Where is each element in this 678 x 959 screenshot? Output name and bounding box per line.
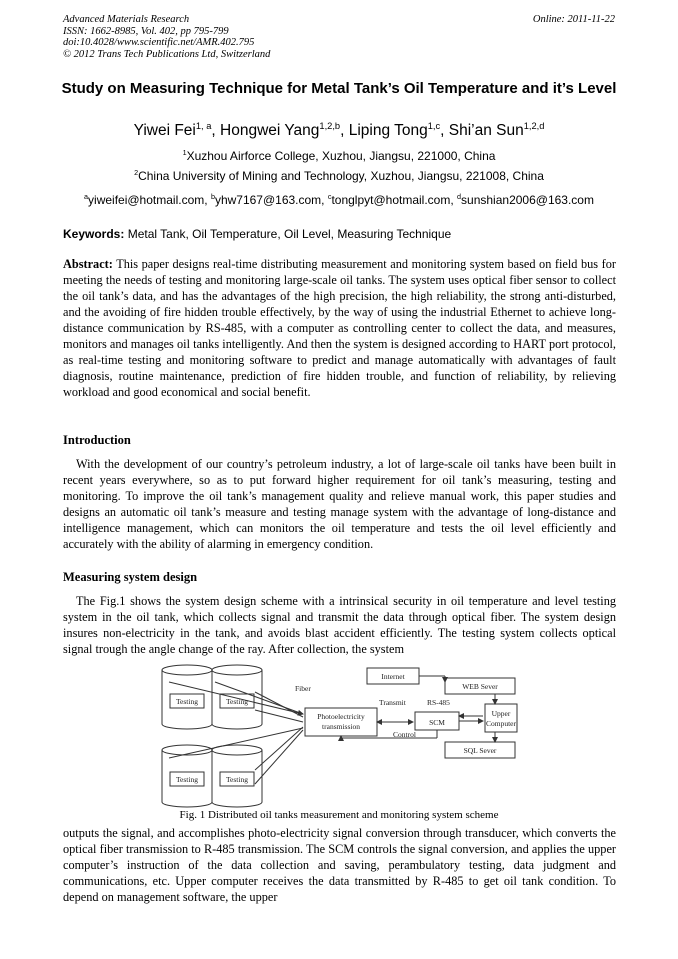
rs485-label: RS-485 <box>427 698 450 707</box>
paper-title: Study on Measuring Technique for Metal Tank’s Oil Temperature and it’s Level <box>61 80 617 97</box>
abstract-text: This paper designs real-time distributing measurement and monitoring system based on field bus for meeting the needs of testing and monitoring large-scale oil tanks. The system uses optical fiber sensor to collect the oil tank’s data, and has the advantages of the high precision, the high reliability, the strong anti-disturbed, and the avoiding of fire hidden trouble effectively, by the way of using the industrial Ethernet to achieve long-distance communication by RS-485, with a computer as controlling center to collect the data, and measures, monitors and manages oil tanks intelligently. And then the system is designed according to HART port protocol, as real-time testing and monitoring software to predict and manage automatically with advantages of fault diagnosis, routine maintenance, prediction of fire hidden trouble, and function of reliability, by relieving workload and good economical and social benefit. <box>63 257 616 399</box>
aff-sup: 1 <box>182 148 187 157</box>
author-sup: 1, a <box>195 120 212 131</box>
internet-label: Internet <box>381 672 405 681</box>
email[interactable]: tonglpyt@hotmail.com, <box>331 193 454 207</box>
copyright: © 2012 Trans Tech Publications Ltd, Switzerland <box>63 48 271 60</box>
author-name: Liping Tong <box>348 122 428 139</box>
email-sup: c <box>327 192 332 201</box>
online-date: Online: 2011-11-22 <box>532 14 615 25</box>
testing-label: Testing <box>226 697 248 706</box>
aff-text: China University of Mining and Technology, Xuzhou, Jiangsu, 221008, China <box>138 169 544 183</box>
email-list <box>40 193 638 207</box>
email[interactable]: yhw7167@163.com, <box>214 193 325 207</box>
testing-label: Testing <box>226 775 248 784</box>
introduction-text: With the development of our country’s petroleum industry, a lot of large-scale oil tanks have been built in recent years everywhere, so as to put forward higher requirement for oil tank’s measuring, testing and monitoring. To improve the oil tank’s management quality and relieve manual work, this paper studies and designs an automatic oil tank’s measure and testing manage system with the advantage of long-distance and intelligence management, which can monitors the oil temperature and tests the oil level efficiently and accurately with the ability of alarming in emergency condition. <box>63 457 616 551</box>
author-sup: 1,c <box>427 120 441 131</box>
affiliation-2 <box>40 169 638 183</box>
email-sup: d <box>457 192 462 201</box>
transmission-label: transmission <box>322 722 360 731</box>
aff-text: Xuzhou Airforce College, Xuzhou, Jiangsu, 221000, China <box>186 149 496 163</box>
system-scheme-figure <box>155 662 520 808</box>
computer-label: Computer <box>486 719 516 728</box>
keywords <box>63 227 615 241</box>
sql-sever-label: SQL Sever <box>463 746 497 755</box>
testing-label: Testing <box>176 775 198 784</box>
doi: doi:10.4028/www.scientific.net/AMR.402.795 <box>63 37 255 48</box>
measuring-heading: Measuring system design <box>63 570 198 584</box>
abstract <box>63 256 616 400</box>
author-sup: 1,2,b <box>319 120 341 131</box>
figure-caption: Fig. 1 Distributed oil tanks measurement and monitoring system scheme <box>179 809 499 821</box>
aff-sup: 2 <box>134 168 139 177</box>
issn: ISSN: 1662-8985, Vol. 402, pp 795-799 <box>63 25 229 37</box>
measuring-text-1: The Fig.1 shows the system design scheme with a intrinsical security in oil temperature and level testing system in the oil tank, which collects signal and transmit the data through optical fiber. The system design insures non-electricity in the tank, and avoids blast accident efficiently. The testing system collects optical signal trough the angle change of the ray. After collection, the system <box>63 594 616 656</box>
photoelectricity-label: Photoelectricity <box>317 712 365 721</box>
keywords-text: Metal Tank, Oil Temperature, Oil Level, Measuring Technique <box>127 227 452 241</box>
abstract-label: Abstract: <box>63 257 113 271</box>
control-label: Control <box>393 730 416 739</box>
author-name: Hongwei Yang <box>220 122 320 139</box>
measuring-text-2: outputs the signal, and accomplishes photo-electricity signal conversion through transducer, which converts the optical fiber transmission to R-485 transmission. The SCM controls the signal conversion, and applies the upper computer’s instruction of the data collection and saving, perambulatory testing, data judgment and communications, etc. Upper computer receives the data transmitted by R-485 to get oil tank condition. To depend on management software, the upper <box>63 826 616 904</box>
author-name: Yiwei Fei <box>133 122 196 139</box>
author-sup: 1,2,d <box>523 120 545 131</box>
email-sup: a <box>84 192 89 201</box>
journal-header <box>63 14 615 60</box>
testing-label: Testing <box>176 697 198 706</box>
scm-label: SCM <box>429 718 445 727</box>
author-name: Shi’an Sun <box>448 122 524 139</box>
fiber-label: Fiber <box>295 684 311 693</box>
email[interactable]: sunshian2006@163.com <box>461 193 594 207</box>
journal-name: Advanced Materials Research <box>63 14 190 25</box>
affiliation-1 <box>40 149 638 163</box>
transmit-label: Transmit <box>379 698 406 707</box>
email[interactable]: yiweifei@hotmail.com, <box>88 193 208 207</box>
upper-label: Upper <box>491 709 511 718</box>
web-sever-label: WEB Sever <box>462 682 498 691</box>
introduction-heading: Introduction <box>63 433 131 447</box>
keywords-label: Keywords: <box>63 227 125 241</box>
email-sup: b <box>210 192 215 201</box>
author-list: Yiwei Fei$^{1, a}$, Hongwei Yang$^{1,2,b}$, Liping Tong$^{1,c}$, Shi’an Sun$^{1,2,d}$ <box>133 120 545 139</box>
